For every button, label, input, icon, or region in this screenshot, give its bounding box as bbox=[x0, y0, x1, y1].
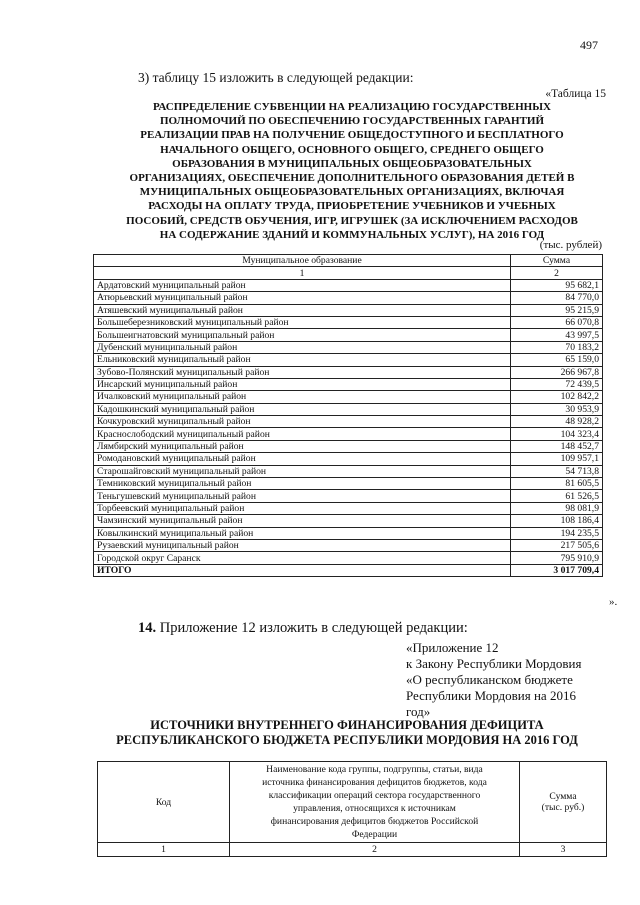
table-row bbox=[94, 391, 603, 403]
municipality-amount: 70 183,2 bbox=[511, 341, 603, 353]
title-line: ОБРАЗОВАНИЯ В МУНИЦИПАЛЬНЫХ ОБЩЕОБРАЗОВАТЕЛЬНЫХ bbox=[172, 157, 532, 170]
table-row bbox=[94, 329, 603, 341]
table-row bbox=[94, 515, 603, 527]
total-label: ИТОГО bbox=[94, 564, 511, 576]
municipality-name: Ельниковский муниципальный район bbox=[94, 354, 511, 366]
title-line: РЕСПУБЛИКАНСКОГО БЮДЖЕТА РЕСПУБЛИКИ МОРДОВИЯ НА 2016 ГОД bbox=[116, 733, 578, 747]
municipality-name: Краснослободский муниципальный район bbox=[94, 428, 511, 440]
table-row bbox=[94, 527, 603, 539]
municipality-amount: 72 439,5 bbox=[511, 378, 603, 390]
annex-reference bbox=[406, 640, 616, 720]
municipality-amount: 48 928,2 bbox=[511, 416, 603, 428]
intro-paragraph: 3) таблицу 15 изложить в следующей редакции: bbox=[138, 70, 414, 85]
municipality-name: Рузаевский муниципальный район bbox=[94, 539, 511, 551]
municipality-amount: 65 159,0 bbox=[511, 354, 603, 366]
municipality-name: Большеигнатовский муниципальный район bbox=[94, 329, 511, 341]
municipality-name: Атюрьевский муниципальный район bbox=[94, 292, 511, 304]
municipality-amount: 43 997,5 bbox=[511, 329, 603, 341]
total-value: 3 017 709,4 bbox=[511, 564, 603, 576]
column-number: 2 bbox=[230, 843, 520, 857]
column-number: 2 bbox=[511, 267, 603, 279]
annex-line: «Приложение 12 bbox=[406, 640, 499, 655]
table-row bbox=[94, 292, 603, 304]
municipality-amount: 98 081,9 bbox=[511, 502, 603, 514]
municipality-amount: 109 957,1 bbox=[511, 453, 603, 465]
table-header-row bbox=[94, 255, 603, 267]
table-row bbox=[94, 354, 603, 366]
municipality-name: Ковылкинский муниципальный район bbox=[94, 527, 511, 539]
municipality-name: Торбеевский муниципальный район bbox=[94, 502, 511, 514]
table-reference: «Таблица 15 bbox=[545, 88, 606, 100]
municipality-amount: 795 910,9 bbox=[511, 552, 603, 564]
header-line: классификации операций сектора государственного bbox=[268, 790, 481, 801]
municipality-name: Ромодановский муниципальный район bbox=[94, 453, 511, 465]
municipality-amount: 30 953,9 bbox=[511, 403, 603, 415]
column-number: 1 bbox=[94, 267, 511, 279]
table-row bbox=[94, 316, 603, 328]
title-line: РАСПРЕДЕЛЕНИЕ СУБВЕНЦИИ НА РЕАЛИЗАЦИЮ ГОСУДАРСТВЕННЫХ bbox=[153, 101, 551, 113]
table-row bbox=[94, 552, 603, 564]
column-numbers-row bbox=[94, 267, 603, 279]
header-code: Код bbox=[98, 762, 230, 843]
sources-title bbox=[62, 718, 632, 748]
column-numbers-row bbox=[98, 843, 607, 857]
title-line: РАСХОДЫ НА ОПЛАТУ ТРУДА, ПРИОБРЕТЕНИЕ УЧЕБНИКОВ И УЧЕБНЫХ bbox=[148, 200, 556, 213]
municipality-amount: 266 967,8 bbox=[511, 366, 603, 378]
table-row bbox=[94, 478, 603, 490]
column-number: 1 bbox=[98, 843, 230, 857]
municipality-amount: 84 770,0 bbox=[511, 292, 603, 304]
municipality-amount: 108 186,4 bbox=[511, 515, 603, 527]
subvention-table bbox=[93, 254, 603, 577]
title-line: ПОЛНОМОЧИЙ ПО ОБЕСПЕЧЕНИЮ ГОСУДАРСТВЕННЫХ ГАРАНТИЙ bbox=[159, 115, 545, 128]
municipality-name: Городской округ Саранск bbox=[94, 552, 511, 564]
table-header-row bbox=[98, 762, 607, 843]
annex-line: год» bbox=[406, 704, 431, 719]
municipality-name: Зубово-Полянский муниципальный район bbox=[94, 366, 511, 378]
municipality-amount: 102 842,2 bbox=[511, 391, 603, 403]
header-line: Наименование кода группы, подгруппы, статьи, вида bbox=[266, 764, 483, 775]
header-name bbox=[230, 762, 520, 843]
municipality-name: Ардатовский муниципальный район bbox=[94, 279, 511, 291]
header-line: Сумма bbox=[549, 791, 577, 802]
table-row bbox=[94, 453, 603, 465]
closing-quote: ». bbox=[609, 596, 618, 608]
municipality-name: Лямбирский муниципальный район bbox=[94, 440, 511, 452]
municipality-name: Старошайговский муниципальный район bbox=[94, 465, 511, 477]
item-number: 14. bbox=[138, 620, 157, 636]
municipality-name: Большеберезниковский муниципальный район bbox=[94, 316, 511, 328]
municipality-name: Ичалковский муниципальный район bbox=[94, 391, 511, 403]
title-line: НА СОДЕРЖАНИЕ ЗДАНИЙ И КОММУНАЛЬНЫХ УСЛУГ), НА 2016 ГОД bbox=[159, 228, 545, 241]
column-number: 3 bbox=[520, 843, 607, 857]
table-row bbox=[94, 428, 603, 440]
table-row bbox=[94, 440, 603, 452]
title-line: РЕАЛИЗАЦИИ ПРАВ НА ПОЛУЧЕНИЕ ОБЩЕДОСТУПНОГО И БЕСПЛАТНОГО bbox=[140, 129, 564, 142]
municipality-name: Дубенский муниципальный район bbox=[94, 341, 511, 353]
title-line: НАЧАЛЬНОГО ОБЩЕГО, ОСНОВНОГО ОБЩЕГО, СРЕДНЕГО ОБЩЕГО bbox=[160, 143, 544, 156]
header-municipality: Муниципальное образование bbox=[94, 255, 511, 267]
table-row bbox=[94, 279, 603, 291]
municipality-amount: 104 323,4 bbox=[511, 428, 603, 440]
annex-line: к Закону Республики Мордовия bbox=[406, 656, 582, 671]
units-label: (тыс. рублей) bbox=[539, 239, 602, 251]
page-number: 497 bbox=[580, 38, 598, 52]
table-row bbox=[94, 366, 603, 378]
municipality-amount: 61 526,5 bbox=[511, 490, 603, 502]
item-14 bbox=[138, 620, 468, 637]
header-amount: Сумма bbox=[511, 255, 603, 267]
municipality-amount: 95 682,1 bbox=[511, 279, 603, 291]
municipality-amount: 54 713,8 bbox=[511, 465, 603, 477]
municipality-amount: 95 215,9 bbox=[511, 304, 603, 316]
header-line: управления, относящихся к источникам bbox=[293, 803, 456, 814]
municipality-amount: 148 452,7 bbox=[511, 440, 603, 452]
municipality-amount: 194 235,5 bbox=[511, 527, 603, 539]
municipality-name: Атяшевский муниципальный район bbox=[94, 304, 511, 316]
table-row bbox=[94, 403, 603, 415]
municipality-name: Инсарский муниципальный район bbox=[94, 378, 511, 390]
sources-table bbox=[97, 761, 607, 857]
table-row bbox=[94, 416, 603, 428]
header-sum bbox=[520, 762, 607, 843]
header-line: Федерации bbox=[351, 829, 398, 840]
municipality-name: Темниковский муниципальный район bbox=[94, 478, 511, 490]
title-line: ИСТОЧНИКИ ВНУТРЕННЕГО ФИНАНСИРОВАНИЯ ДЕФИЦИТА bbox=[150, 718, 544, 732]
header-line: финансирования дефицитов бюджетов Российской bbox=[270, 816, 479, 827]
title-line: ОРГАНИЗАЦИЯХ, ОБЕСПЕЧЕНИЕ ДОПОЛНИТЕЛЬНОГО ОБРАЗОВАНИЯ ДЕТЕЙ В bbox=[129, 172, 575, 185]
municipality-amount: 66 070,8 bbox=[511, 316, 603, 328]
table15-title bbox=[92, 100, 612, 242]
annex-line: «О республиканском бюджете bbox=[406, 672, 573, 687]
table-row bbox=[94, 502, 603, 514]
municipality-name: Кочкуровский муниципальный район bbox=[94, 416, 511, 428]
table-row bbox=[94, 465, 603, 477]
header-line: (тыс. руб.) bbox=[541, 802, 585, 813]
table-row bbox=[94, 304, 603, 316]
table-row bbox=[94, 539, 603, 551]
annex-line: Республики Мордовия на 2016 bbox=[406, 688, 576, 703]
title-line: ПОСОБИЙ, СРЕДСТВ ОБУЧЕНИЯ, ИГР, ИГРУШЕК (ЗА ИСКЛЮЧЕНИЕМ РАСХОДОВ bbox=[126, 214, 578, 227]
total-row bbox=[94, 564, 603, 576]
municipality-name: Теньгушевский муниципальный район bbox=[94, 490, 511, 502]
municipality-name: Кадошкинский муниципальный район bbox=[94, 403, 511, 415]
header-line: источника финансирования дефицитов бюджетов, кода bbox=[262, 777, 487, 788]
title-line: МУНИЦИПАЛЬНЫХ ОБЩЕОБРАЗОВАТЕЛЬНЫХ ОРГАНИЗАЦИЯХ, ВКЛЮЧАЯ bbox=[139, 186, 565, 199]
table-row bbox=[94, 341, 603, 353]
table-row bbox=[94, 378, 603, 390]
item-text: Приложение 12 изложить в следующей редакции: bbox=[159, 620, 468, 636]
municipality-amount: 217 505,6 bbox=[511, 539, 603, 551]
municipality-amount: 81 605,5 bbox=[511, 478, 603, 490]
municipality-name: Чамзинский муниципальный район bbox=[94, 515, 511, 527]
table-row bbox=[94, 490, 603, 502]
